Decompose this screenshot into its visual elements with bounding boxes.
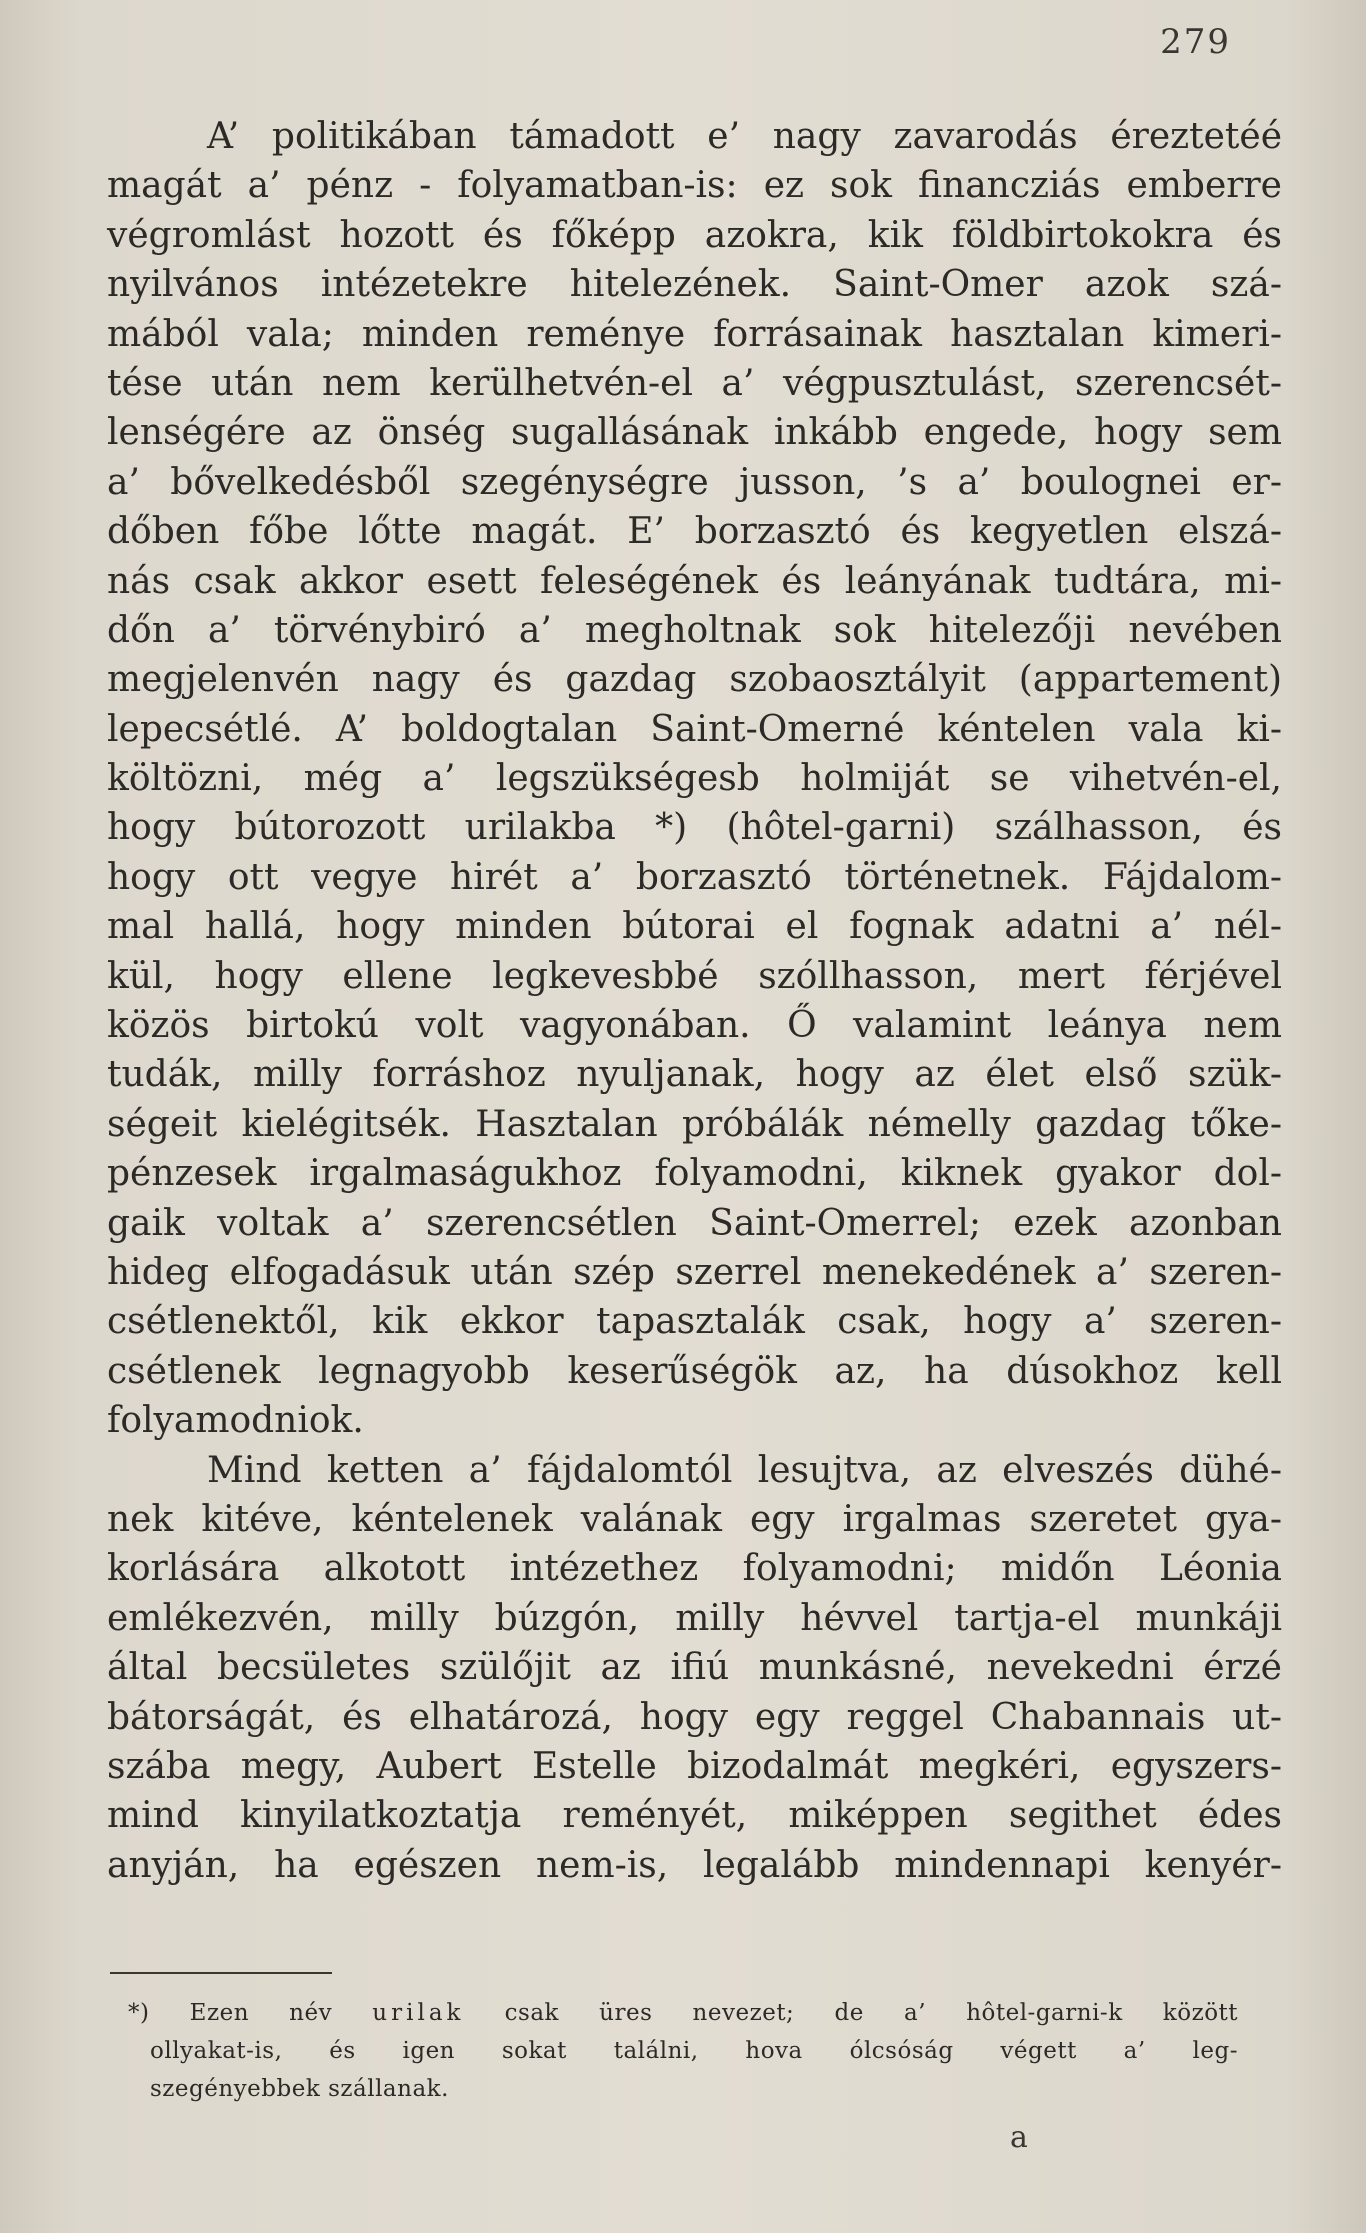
text-line: Mind ketten a’ fájdalomtól lesujtva, az elveszés dühé- (207, 1449, 1282, 1491)
paragraph-2 (107, 1446, 1282, 1891)
text-line: csétlenek legnagyobb keserűségök az, ha dúsokhoz kell (107, 1350, 1282, 1392)
text-line: ségeit kielégitsék. Hasztalan próbálák némelly gazdag tőke- (107, 1103, 1282, 1145)
text-line: csétlenektől, kik ekkor tapasztalák csak, hogy a’ szeren- (107, 1301, 1282, 1343)
text-line: megjelenvén nagy és gazdag szobaosztályit (appartement) (107, 659, 1282, 701)
text-line: szába megy, Aubert Estelle bizodalmát megkéri, egyszers- (107, 1745, 1282, 1787)
footnote-divider (110, 1972, 332, 1974)
text-line: hideg elfogadásuk után szép szerrel menekedének a’ szeren- (107, 1251, 1282, 1293)
text-line: a’ bővelkedésből szegénységre jusson, ’s a’ boulognei er- (107, 461, 1282, 503)
footnote-marker: *) (128, 2000, 150, 2026)
text-line: lenségére az önség sugallásának inkább engede, hogy sem (107, 412, 1282, 454)
text-line: mind kinyilatkoztatja reményét, miképpen segithet édes (107, 1795, 1282, 1837)
footnote-line: ollyakat-is, és igen sokat találni, hova ólcsóság végett a’ leg- (150, 2038, 1238, 2064)
text-line: folyamodniok. (107, 1400, 364, 1442)
text-line: dőn a’ törvénybiró a’ megholtnak sok hitelezőji nevében (107, 609, 1282, 651)
catchword: a (1010, 2120, 1028, 2155)
text-line: közös birtokú volt vagyonában. Ő valamint leánya nem (107, 1005, 1282, 1047)
text-line: nek kitéve, kéntelenek valának egy irgalmas szeretet gya- (107, 1498, 1282, 1540)
text-line: nyilvános intézetekre hitelezének. Saint-Omer azok szá- (107, 264, 1282, 306)
text-line: emlékezvén, milly búzgón, milly hévvel tartja-el munkáji (107, 1597, 1282, 1639)
text-line: anyján, ha egészen nem-is, legalább mindennapi kenyér- (107, 1844, 1282, 1886)
text-line: mából vala; minden reménye forrásainak hasztalan kimeri- (107, 313, 1282, 355)
text-line: magát a’ pénz - folyamatban-is: ez sok financziás emberre (107, 165, 1282, 207)
text-line: kül, hogy ellene legkevesbbé szóllhasson, mert férjével (107, 955, 1282, 997)
paragraph-1 (107, 112, 1282, 1446)
footnote (128, 1994, 1239, 2108)
text-line: korlására alkotott intézethez folyamodni; midőn Léonia (107, 1548, 1282, 1590)
text-line: költözni, még a’ legszükségesb holmiját se vihetvén-el, (107, 758, 1282, 800)
text-line: nás csak akkor esett feleségének és leányának tudtára, mi- (107, 560, 1282, 602)
text-line: hogy ott vegye hirét a’ borzasztó történetnek. Fájdalom- (107, 856, 1282, 898)
text-line: mal hallá, hogy minden bútorai el fognak adatni a’ nél- (107, 906, 1282, 948)
footnote-line: szegényebbek szállanak. (150, 2076, 449, 2102)
text-line: hogy bútorozott urilakba *) (hôtel-garni) szálhasson, és (107, 807, 1282, 849)
text-line: pénzesek irgalmaságukhoz folyamodni, kiknek gyakor dol- (107, 1153, 1282, 1195)
text-line: tése után nem kerülhetvén-el a’ végpusztulást, szerencsét- (107, 362, 1282, 404)
footnote-text: csak üres nevezet; de a’ hôtel-garni-k között (504, 2000, 1239, 2026)
page-number: 279 (1160, 22, 1231, 62)
text-line: bátorságát, és elhatározá, hogy egy reggel Chabannais ut- (107, 1696, 1282, 1738)
footnote-text: Ezen név (189, 2000, 333, 2026)
footnote-line (128, 1994, 1238, 2032)
text-line: gaik voltak a’ szerencsétlen Saint-Omerrel; ezek azonban (107, 1202, 1282, 1244)
text-line: végromlást hozott és főképp azokra, kik földbirtokokra és (107, 214, 1282, 256)
text-line: A’ politikában támadott e’ nagy zavarodás éreztetéé (207, 116, 1282, 157)
body-text (107, 112, 1282, 1890)
text-line: által becsületes szülőjit az ifiú munkásné, nevekedni érzé (107, 1647, 1282, 1689)
footnote-emphasis: urilak (372, 2000, 465, 2026)
text-line: tudák, milly forráshoz nyuljanak, hogy az élet első szük- (107, 1054, 1282, 1096)
text-line: dőben főbe lőtte magát. E’ borzasztó és kegyetlen elszá- (107, 511, 1282, 553)
text-line: lepecsétlé. A’ boldogtalan Saint-Omerné kéntelen vala ki- (107, 708, 1282, 750)
